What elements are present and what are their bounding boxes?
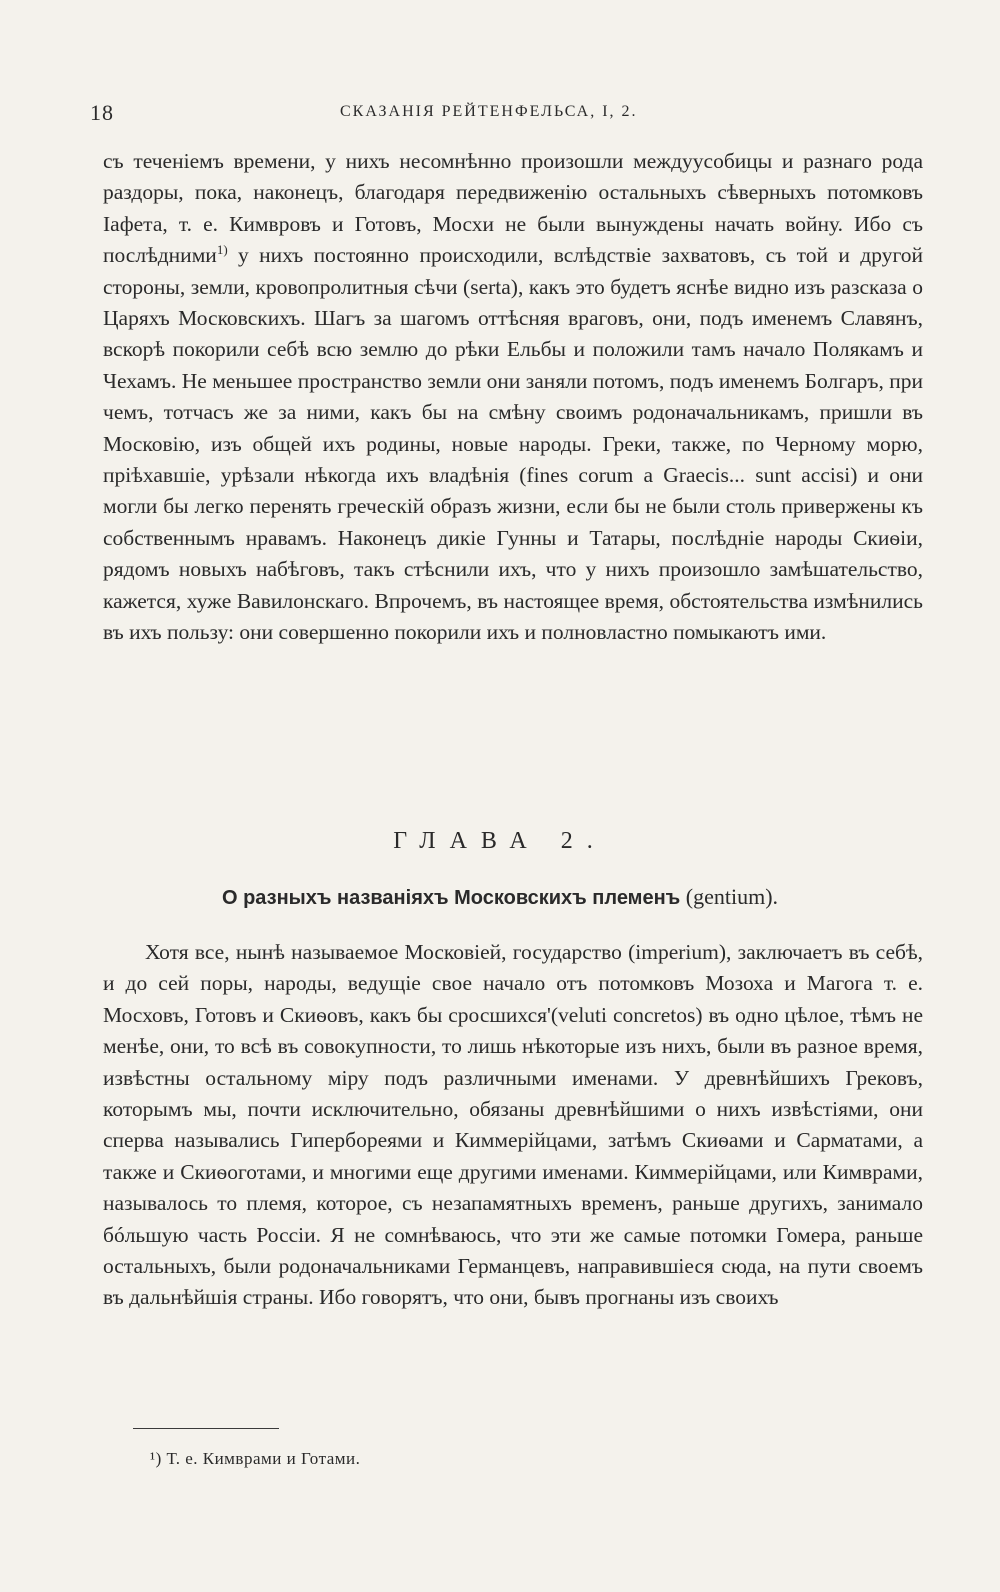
chapter-subtitle xyxy=(0,884,1000,910)
page-number: 18 xyxy=(90,100,114,125)
footnote: ¹) Т. е. Кимврами и Готами. xyxy=(150,1449,361,1468)
body-paragraph-1 xyxy=(103,146,923,649)
page-header xyxy=(90,100,920,130)
body-paragraph-2: Хотя все, нынѣ называемое Московіей, государство (imperium), заключаетъ въ себѣ, и до сей поры, народы, ведущіе свое начало отъ потомковъ Мозоха и Магога т. е. Мосховъ, Готовъ и Скиѳовъ, какъ бы сросшихся'(veluti concretos) въ одно цѣлое, тѣмъ не менѣе, они, то всѣ въ совокупности, то лишь нѣкоторые изъ нихъ, были въ разное время, извѣстны остальному міру подъ различными именами. У древнѣйшихъ Грековъ, которымъ мы, почти исключительно, обязаны древнѣйшими о нихъ извѣстіями, они сперва назывались Гипербореями и Киммерійцами, затѣмъ Скиѳами и Сарматами, а также и Скиѳоготами, и многими еще другими именами. Киммерійцами, или Кимврами, называлось то племя, которое, съ незапамятныхъ временъ, раньше другихъ, занимало бóльшую часть Россіи. Я не сомнѣваюсь, что эти же самые потомки Гомера, раньше остальныхъ, были родоначальниками Германцевъ, направившіеся сюда, на пути своемъ въ дальнѣйшія страны. Ибо говорятъ, что они, бывъ прогнаны изъ своихъ xyxy=(103,940,923,1310)
paragraph-1-text-b: у нихъ постоянно происходили, вслѣдствіе захватовъ, съ той и другой стороны, земли, кровопролитныя сѣчи (serta), какъ это будетъ яснѣе видно изъ разсказа о Царяхъ Московскихъ. Шагъ за шагомъ оттѣсняя враговъ, они, подъ именемъ Славянъ, вскорѣ покорили себѣ всю землю до рѣки Ельбы и положили тамъ начало Полякамъ и Чехамъ. Не меньшее пространство земли они заняли потомъ, подъ именемъ Болгаръ, при чемъ, тотчасъ же за ними, какъ бы на смѣну своимъ родоначальникамъ, пришли въ Московію, изъ общей ихъ родины, новые народы. Греки, также, по Черному морю, пріѣхавшіе, урѣзали нѣкогда ихъ владѣнія (fines corum a Graecis... sunt accisi) и они могли бы легко перенять греческій образъ жизни, если бы не были столь привержены къ собственнымъ нравамъ. Наконецъ дикіе Гунны и Татары, послѣдніе народы Скиѳіи, рядомъ новыхъ набѣговъ, такъ стѣснили ихъ, что у нихъ произошло замѣшательство, кажется, хуже Вавилонскаго. Впрочемъ, въ настоящее время, обстоятельства измѣнились въ ихъ пользу: они совершенно покорили ихъ и полновластно помыкаютъ ими. xyxy=(103,243,923,645)
footnote-reference: 1) xyxy=(216,242,228,258)
chapter-heading: ГЛАВА 2. xyxy=(393,828,607,854)
paragraph-1-text-a: съ теченіемъ времени, у нихъ несомнѣнно произошли междуусобицы и разнаго рода раздоры, пока, наконецъ, благодаря передвиженію остальныхъ сѣверныхъ потомковъ Іафета, т. е. Кимвровъ и Готовъ, Мосхи не были вынуждены начать войну. Ибо съ послѣдними xyxy=(103,149,923,268)
chapter-subtitle-bold: О разныхъ названіяхъ Московскихъ племенъ xyxy=(221,887,681,909)
running-title: СКАЗАНІЯ РЕЙТЕНФЕЛЬСА, I, 2. xyxy=(340,103,638,120)
footnote-divider xyxy=(133,1428,279,1429)
chapter-subtitle-latin: (gentium). xyxy=(680,884,779,909)
